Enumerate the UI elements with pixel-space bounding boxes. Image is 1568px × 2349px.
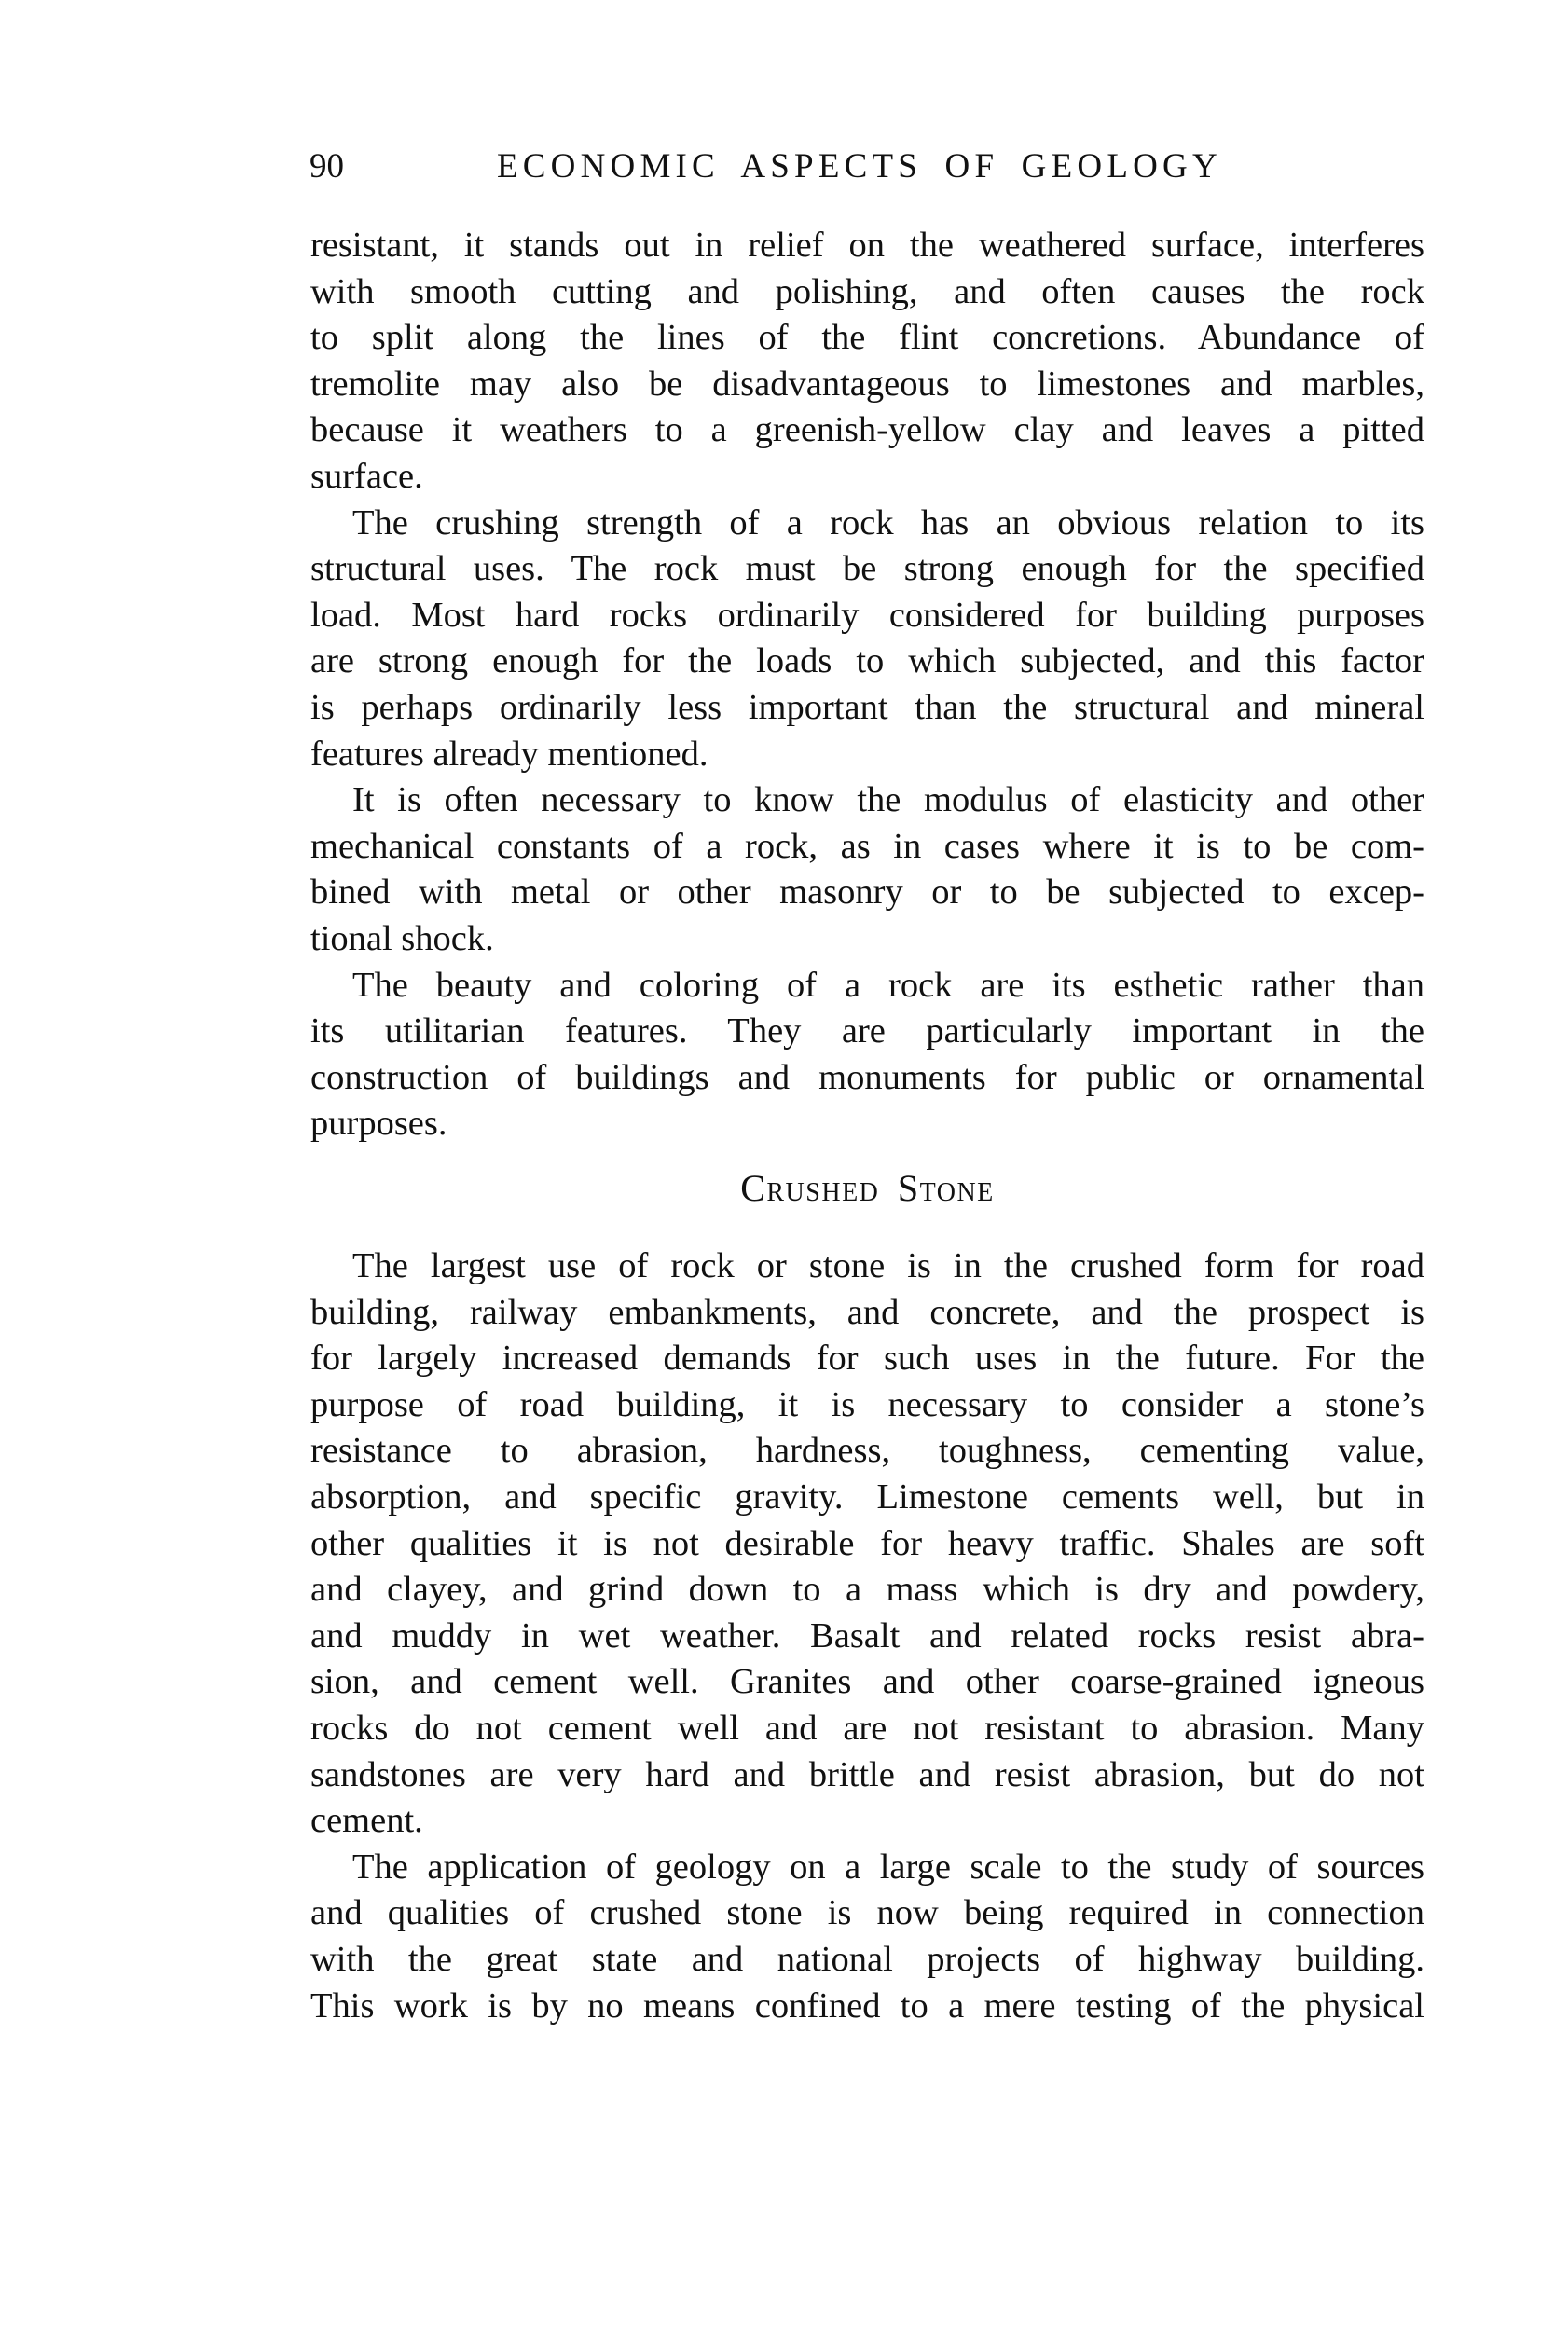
text-line: The beauty and coloring of a rock are its esthetic rather than xyxy=(352,965,1424,1005)
paragraph xyxy=(310,963,1424,1147)
page-number: 90 xyxy=(309,147,344,185)
text-line: structural uses. The rock must be strong enough for the specified xyxy=(310,549,1424,589)
text-line: rocks do not cement well and are not resistant to abrasion. Many xyxy=(310,1708,1424,1748)
text-line: The largest use of rock or stone is in the crushed form for road xyxy=(352,1246,1424,1285)
text-line: The crushing strength of a rock has an obvious relation to its xyxy=(352,502,1424,543)
text-line: resistance to abrasion, hardness, toughness, cementing value, xyxy=(310,1431,1424,1471)
text-line: bined with metal or other masonry or to be subjected to excep- xyxy=(310,872,1424,913)
section-heading: Crushed Stone xyxy=(740,1167,995,1209)
text-line: It is often necessary to know the modulus of elasticity and other xyxy=(352,780,1424,820)
paragraph xyxy=(310,501,1424,778)
paragraph xyxy=(310,1845,1424,2029)
text-line: with the great state and national projects of highway building. xyxy=(310,1939,1424,1979)
text-line: load. Most hard rocks ordinarily considered for building purposes xyxy=(310,595,1424,635)
text-line: with smooth cutting and polishing, and often causes the rock xyxy=(310,271,1424,311)
text-line: and qualities of crushed stone is now being required in connection xyxy=(310,1893,1424,1933)
running-head xyxy=(309,144,1242,190)
text-line: and muddy in wet weather. Basalt and related rocks resist abra- xyxy=(310,1615,1424,1655)
text-line: for largely increased demands for such uses in the future. For the xyxy=(310,1339,1424,1379)
text-line: to split along the lines of the flint concretions. Abundance of xyxy=(310,318,1424,358)
text-line: mechanical constants of a rock, as in cases where it is to be com- xyxy=(310,826,1424,866)
text-line: other qualities it is not desirable for heavy traffic. Shales are soft xyxy=(310,1523,1424,1563)
text-line: surface. xyxy=(310,456,423,496)
text-line: purposes. xyxy=(310,1104,447,1144)
text-line: its utilitarian features. They are particularly important in the xyxy=(310,1011,1424,1051)
text-line: purpose of road building, it is necessary to consider a stone’s xyxy=(310,1384,1424,1424)
text-line: construction of buildings and monuments for public or ornamental xyxy=(310,1057,1424,1097)
text-line: sion, and cement well. Granites and other coarse-grained igneous xyxy=(310,1662,1424,1702)
text-line: cement. xyxy=(310,1801,423,1841)
text-line: are strong enough for the loads to which subjected, and this factor xyxy=(310,641,1424,681)
text-line: is perhaps ordinarily less important than the structural and mineral xyxy=(310,687,1424,727)
text-line: building, railway embankments, and concrete, and the prospect is xyxy=(310,1292,1424,1332)
text-line: and clayey, and grind down to a mass which is dry and powdery, xyxy=(310,1570,1424,1610)
running-title: ECONOMIC ASPECTS OF GEOLOGY xyxy=(497,147,1222,185)
paragraph xyxy=(310,223,1424,501)
text-line: resistant, it stands out in relief on the weathered surface, interferes xyxy=(310,226,1424,265)
body-text-after-heading xyxy=(310,1243,1424,2029)
text-line: The application of geology on a large scale to the study of sources xyxy=(352,1847,1424,1887)
text-line: features already mentioned. xyxy=(310,734,708,774)
text-line: because it weathers to a greenish-yellow clay and leaves a pitted xyxy=(310,410,1424,450)
text-line: tremolite may also be disadvantageous to limestones and marbles, xyxy=(310,364,1424,404)
paragraph xyxy=(310,777,1424,962)
text-line: absorption, and specific gravity. Limestone cements well, but in xyxy=(310,1477,1424,1517)
text-line: tional shock. xyxy=(310,918,494,958)
body-text-before-heading xyxy=(310,223,1424,1147)
paragraph xyxy=(310,1243,1424,1845)
text-line: This work is by no means confined to a mere testing of the physical xyxy=(310,1985,1424,2026)
text-line: sandstones are very hard and brittle and resist abrasion, but do not xyxy=(310,1754,1424,1794)
